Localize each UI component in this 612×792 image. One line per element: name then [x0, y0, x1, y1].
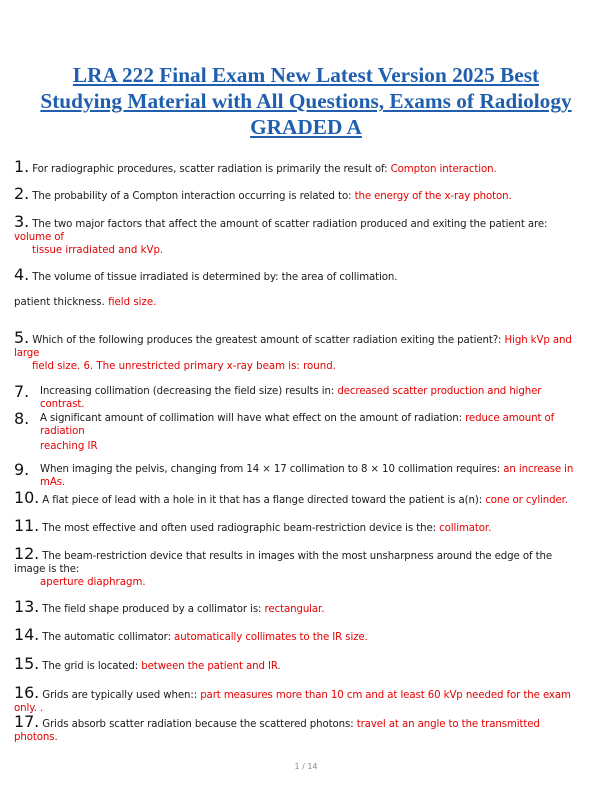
question-number: 15.: [14, 654, 40, 673]
question-text: The beam-restriction device that results in images with the most unsharpness around the edge of the image is the:: [14, 551, 553, 575]
question-16: [14, 683, 582, 715]
question-text: The most effective and often used radiographic beam-restriction device is the:: [42, 523, 436, 534]
question-text: Grids absorb scatter radiation because the scattered photons:: [42, 719, 354, 730]
answer-continuation: reaching IR: [40, 441, 98, 452]
question-number: 2.: [14, 184, 30, 203]
question-text: A significant amount of collimation will have what effect on the amount of radiation:: [40, 413, 462, 424]
question-4: [14, 265, 582, 284]
question-text: The two major factors that affect the amount of scatter radiation produced and exiting the patient are:: [32, 219, 548, 230]
question-number: 5.: [14, 328, 30, 347]
question-17: [14, 712, 582, 744]
question-text: The grid is located:: [42, 661, 139, 672]
answer-continuation: tissue irradiated and kVp.: [32, 245, 164, 256]
question-number: 10.: [14, 488, 40, 507]
document-title: [18, 62, 594, 140]
question-9: [14, 460, 582, 488]
question-15: [14, 654, 582, 673]
question-8: [14, 409, 582, 437]
question-number: 16.: [14, 683, 40, 702]
question-text: A flat piece of lead with a hole in it that has a flange directed toward the patient is a(n):: [42, 495, 483, 506]
question-text: Grids are typically used when::: [42, 690, 198, 701]
title-line-2: Studying Material with All Questions, Exams of Radiology: [40, 89, 572, 113]
title-line-3: GRADED A: [250, 115, 362, 139]
answer-text: Compton interaction.: [390, 164, 497, 175]
answer-text: aperture diaphragm.: [40, 577, 146, 588]
question-number: 9.: [14, 460, 30, 479]
question-3: [14, 212, 582, 244]
question-7: [14, 382, 582, 410]
question-text: When imaging the pelvis, changing from 14 × 17 collimation to 8 × 10 collimation requires:: [40, 464, 501, 475]
answer-text: travel at an angle to the transmitted photons.: [14, 719, 540, 743]
question-number: 4.: [14, 265, 30, 284]
question-number: 14.: [14, 625, 40, 644]
question-12: [14, 544, 582, 576]
answer-text: part measures more than 10 cm and at least 60 kVp needed for the exam only. .: [14, 690, 571, 714]
answer-text: collimator.: [439, 523, 492, 534]
answer-text: reduce amount of radiation: [40, 413, 555, 437]
question-text: The volume of tissue irradiated is determined by: the area of collimation.: [32, 272, 398, 283]
answer-text: rectangular.: [264, 604, 325, 615]
question-number: 12.: [14, 544, 40, 563]
question-14: [14, 625, 582, 644]
question-11: [14, 516, 582, 535]
answer-text: decreased scatter production and higher contrast.: [40, 386, 542, 410]
answer-text: cone or cylinder.: [485, 495, 568, 506]
question-4-extra: [14, 297, 156, 308]
question-number: 8.: [14, 409, 30, 428]
question-number: 17.: [14, 712, 40, 731]
question-text: Increasing collimation (decreasing the field size) results in:: [40, 386, 335, 397]
question-5: [14, 328, 582, 360]
question-text: The automatic collimator:: [42, 632, 171, 643]
extra-text: patient thickness.: [14, 297, 105, 308]
question-1: [14, 157, 582, 176]
question-text: Which of the following produces the greatest amount of scatter radiation exiting the patient?:: [32, 335, 502, 346]
question-number: 11.: [14, 516, 40, 535]
question-number: 7.: [14, 382, 30, 401]
answer-text: automatically collimates to the IR size.: [174, 632, 368, 643]
question-number: 1.: [14, 157, 30, 176]
answer-continuation: field size. 6. The unrestricted primary x-ray beam is: round.: [32, 361, 336, 372]
question-number: 13.: [14, 597, 40, 616]
answer-text: between the patient and IR.: [141, 661, 281, 672]
question-10: [14, 488, 582, 507]
page-number: 1 / 14: [294, 762, 318, 771]
answer-text: High kVp and large: [14, 335, 572, 359]
question-text: The probability of a Compton interaction occurring is related to:: [32, 191, 352, 202]
extra-answer: field size.: [108, 297, 157, 308]
question-number: 3.: [14, 212, 30, 231]
question-13: [14, 597, 582, 616]
title-line-1: LRA 222 Final Exam New Latest Version 2025 Best: [72, 63, 540, 87]
answer-text: volume of: [14, 232, 64, 243]
question-2: [14, 184, 582, 203]
answer-text: the energy of the x-ray photon.: [354, 191, 512, 202]
question-text: The field shape produced by a collimator is:: [42, 604, 262, 615]
answer-text: an increase in mAs.: [40, 464, 574, 488]
question-text: For radiographic procedures, scatter radiation is primarily the result of:: [32, 164, 388, 175]
